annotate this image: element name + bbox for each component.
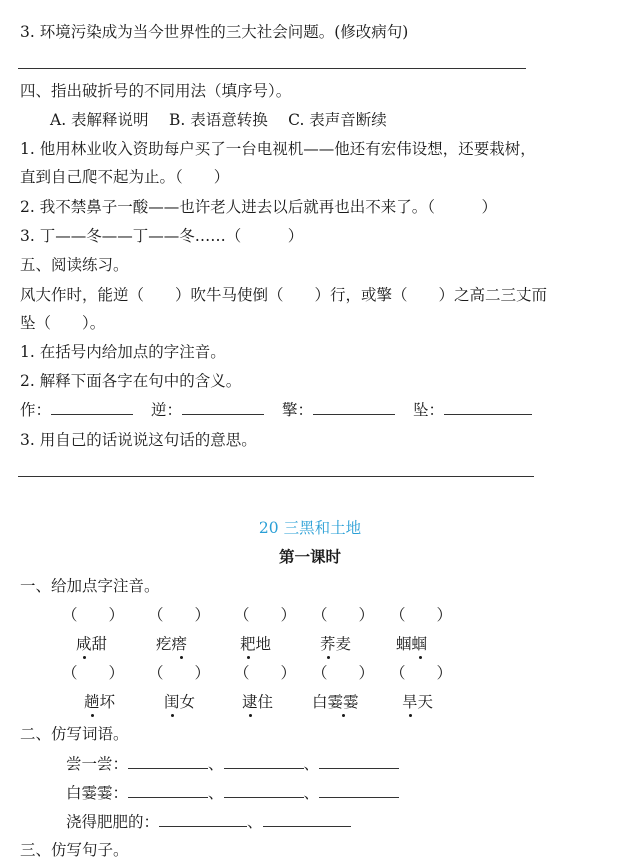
pinyin-blank[interactable]: （ ） — [148, 606, 211, 624]
imitate-row-3 — [66, 812, 351, 832]
pinyin-word: 荞麦 — [320, 635, 352, 653]
pinyin-blank[interactable]: （ ） — [312, 606, 375, 624]
emphasis-dot — [419, 656, 422, 659]
separator: 、 — [303, 784, 320, 802]
imitate-blank[interactable] — [128, 783, 208, 798]
pinyin-blank[interactable]: （ ） — [62, 606, 125, 624]
def-blank-zuo[interactable] — [51, 400, 133, 415]
emphasis-dot — [342, 714, 345, 717]
lesson-subtitle: 第一课时 — [278, 547, 341, 566]
imitate-blank[interactable] — [263, 812, 351, 827]
def-blank-qing[interactable] — [313, 400, 395, 415]
answer-line[interactable] — [18, 476, 534, 477]
dash-item-2: 2. 我不禁鼻子一酸——也许老人进去以后就再也出不来了。（ ） — [20, 198, 497, 216]
imitate-row-2 — [66, 783, 399, 803]
answer-line[interactable] — [18, 68, 526, 69]
reading-question-1: 1. 在括号内给加点的字注音。 — [20, 343, 226, 361]
passage-line-1: 风大作时，能逆（ ）吹牛马使倒（ ）行，或擎（ ）之高二三丈而 — [20, 286, 548, 304]
separator: 、 — [303, 755, 320, 773]
part-3-heading: 三、仿写句子。 — [20, 841, 129, 859]
imitate-label: 浇得肥肥的： — [66, 813, 160, 831]
imitate-blank[interactable] — [224, 754, 304, 769]
part-1-heading: 一、给加点字注音。 — [20, 577, 160, 595]
def-blank-zhui[interactable] — [444, 400, 532, 415]
pinyin-blank[interactable]: （ ） — [390, 606, 453, 624]
def-label-qing: 擎： — [282, 401, 314, 419]
reading-question-3: 3. 用自己的话说说这句话的意思。 — [20, 431, 257, 449]
pinyin-word: 旱天 — [402, 693, 434, 711]
def-label-ni: 逆： — [151, 401, 183, 419]
lesson-title: 20 三黑和土地 — [258, 519, 362, 537]
imitate-blank[interactable] — [319, 754, 399, 769]
pinyin-word: 咸甜 — [76, 635, 108, 653]
def-label-zuo: 作： — [20, 401, 52, 419]
pinyin-blank[interactable]: （ ） — [390, 664, 453, 682]
reading-question-2: 2. 解释下面各字在句中的含义。 — [20, 372, 242, 390]
def-blank-ni[interactable] — [182, 400, 264, 415]
imitate-label: 尝一尝： — [66, 755, 129, 773]
emphasis-dot — [91, 714, 94, 717]
imitate-blank[interactable] — [319, 783, 399, 798]
imitate-blank[interactable] — [224, 783, 304, 798]
imitate-blank[interactable] — [128, 754, 208, 769]
section-4-heading: 四、指出破折号的不同用法（填序号）。 — [20, 82, 292, 100]
pinyin-word: 耙地 — [240, 635, 272, 653]
emphasis-dot — [249, 714, 252, 717]
pinyin-blank[interactable]: （ ） — [234, 664, 297, 682]
pinyin-word: 蝈蝈 — [396, 635, 428, 653]
dash-item-3: 3. 丁——冬——丁——冬……（ ） — [20, 227, 304, 245]
pinyin-word: 趟坏 — [84, 693, 116, 711]
separator: 、 — [208, 755, 224, 773]
pinyin-blank[interactable]: （ ） — [234, 606, 297, 624]
definition-row — [20, 400, 532, 420]
part-2-heading: 二、仿写词语。 — [20, 725, 129, 743]
pinyin-word: 闺女 — [164, 693, 196, 711]
pinyin-blank[interactable]: （ ） — [148, 664, 211, 682]
emphasis-dot — [247, 656, 250, 659]
pinyin-word: 逮住 — [242, 693, 274, 711]
separator: 、 — [208, 784, 224, 802]
imitate-label: 白霎霎： — [66, 784, 129, 802]
emphasis-dot — [409, 714, 412, 717]
section-5-heading: 五、阅读练习。 — [20, 256, 129, 274]
dash-item-1-line-1: 1. 他用林业收入资助每户买了一台电视机——他还有宏伟设想，还要栽树， — [20, 140, 536, 158]
pinyin-word: 疙瘩 — [156, 635, 188, 653]
separator: 、 — [247, 813, 263, 831]
emphasis-dot — [327, 656, 330, 659]
imitate-row-1 — [66, 754, 399, 774]
def-label-zhui: 坠： — [413, 401, 445, 419]
dash-item-1-line-2: 直到自己爬不起为止。（ ） — [20, 168, 230, 186]
pinyin-word: 白霎霎 — [312, 693, 359, 711]
pinyin-blank[interactable]: （ ） — [312, 664, 375, 682]
emphasis-dot — [180, 656, 183, 659]
emphasis-dot — [171, 714, 174, 717]
passage-line-2: 坠（ ）。 — [20, 314, 106, 332]
dash-usage-options: A. 表解释说明 B. 表语意转换 C. 表声音断续 — [50, 111, 387, 129]
pinyin-blank[interactable]: （ ） — [62, 664, 125, 682]
imitate-blank[interactable] — [159, 812, 247, 827]
emphasis-dot — [83, 656, 86, 659]
question-3-revise-sentence: 3. 环境污染成为当今世界性的三大社会问题。(修改病句) — [20, 23, 409, 41]
